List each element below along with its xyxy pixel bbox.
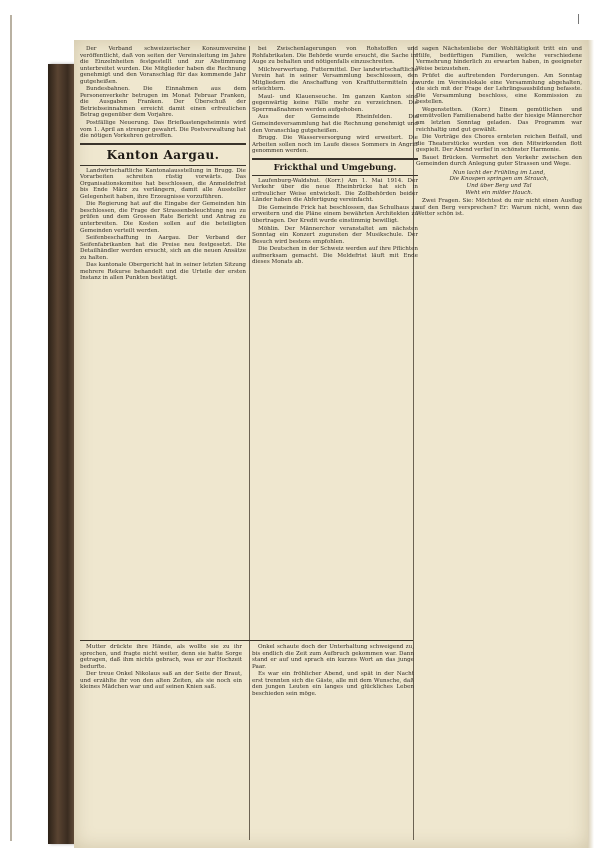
feuilleton-column-2 (252, 644, 414, 844)
story-paragraph: Mutter drückte ihre Hände, als wollte sie zu ihr sprechen, und fragte nicht weiter, denn sie hatte Sorge getragen, daß ihm nichts gebrach, was er zur Hochzeit bedurfte. (80, 644, 242, 670)
column-divider (249, 46, 250, 840)
article-paragraph: Möhlin. Der Männerchor veranstaltet am nächsten Sonntag ein Konzert zugunsten der Musikschule. Der Besuch wird bestens empfohlen. (252, 225, 418, 245)
article-paragraph: Landwirtschaftliche Kantonalausstellung in Brugg. Die Vorarbeiten schreiten rüstig vorwärts. Das Organisationskomitee hat beschlossen, die Anmeldefrist bis Ende März zu verlängern, damit alle Aussteller Gelegenheit haben, ihre Erzeugnisse vorzuführen. (80, 167, 246, 200)
article-paragraph: Prüfet die auftretenden Forderungen. Am Sonntag wurde im Vereinslokale eine Versammlung abgehalten, die sich mit der Frage der Lehrlingsausbildung befasste. Die Versammlung beschloss, eine Kommission zu bestellen. (416, 73, 582, 106)
article-paragraph: Der Verband schweizerischer Konsumvereine veröffentlicht, daß von seiten der Vereinsleitung im Jahre die Einzelnheiten festgestellt und zur Abstimmung unterbreitet wurden. Die Mitglieder haben die Rechnung genehmigt und den Voranschlag für das kommende Jahr gutgeheißen. (80, 46, 246, 85)
article-paragraph: Brugg. Die Wasserversorgung wird erweitert. Die Arbeiten sollen noch im Laufe dieses Sommers in Angriff genommen werden. (252, 135, 418, 155)
article-paragraph: Wegenstetten. (Korr.) Einem gemütlichen und gemütvollen Familienabend hatte der hiesige Männerchor am letzten Sonntag geladen. Das Programm war reichhaltig und gut gewählt. (416, 106, 582, 133)
poem-line: Weht ein milder Hauch. (465, 189, 533, 196)
article-paragraph: bei Zwischenlagerungen von Rohstoffen und Rohfabrikaten. Die Behörde wurde ersucht, die Sache im Auge zu behalten und nötigenfalls einzuschreiten. (252, 46, 418, 66)
newspaper-page (74, 40, 588, 848)
article-paragraph: Aus der Gemeinde Rheinfelden. Die Gemeindeversammlung hat die Rechnung genehmigt und den Voranschlag gutgeheißen. (252, 114, 418, 134)
scan-border (10, 15, 12, 841)
story-paragraph: Der treue Onkel Nikolaus saß an der Seite der Braut, und erzählte ihr von den alten Zeiten, als sie noch ein kleines Mädchen war und auf seinen Knien saß. (80, 671, 242, 691)
poem (416, 170, 582, 196)
section-heading-frickthal: Frickthal und Umgebung. (273, 162, 397, 173)
article-paragraph: Milchverwertung. Futtermittel. Der landwirtschaftliche Verein hat in seiner Versammlung beschlossen, den Mitgliedern die Anschaffung von Kraftfuttermitteln zu erleichtern. (252, 66, 418, 93)
column-3 (416, 46, 582, 846)
section-rule (80, 143, 246, 145)
crop-mark (578, 14, 579, 24)
article-paragraph: Postfällige Neuerung. Das Briefkastengeheimnis wird vom 1. April an strenger gewahrt. Die Postverwaltung hat die nötigen Vorkehren getroffen. (80, 120, 246, 140)
poem-line: Und über Berg und Tal (466, 183, 532, 190)
section-rule (80, 165, 246, 166)
article-paragraph: Die Deutschen in der Schweiz werden auf ihre Pflichten aufmerksam gemacht. Die Meldefrist läuft mit Ende dieses Monats ab. (252, 246, 418, 266)
poem-line: Nun lacht der Frühling im Land, (452, 169, 546, 176)
article-paragraph: Die Vorträge des Chores ernteten reichen Beifall, und die Theaterstücke wurden von den Mitwirkenden flott gespielt. Der Abend verlief in schönster Harmonie. (416, 134, 582, 154)
article-paragraph: Seifenbeschaffung in Aargau. Der Verband der Seifenfabrikanten hat die Preise neu festgesetzt. Die Detailhändler werden ersucht, sich an die neuen Ansätze zu halten. (80, 235, 246, 261)
article-paragraph: Laufenburg-Waldshut. (Korr.) Am 1. Mai 1914. Der Verkehr über die neue Rheinbrücke hat sich in erfreulicher Weise entwickelt. Die Zollbehörden beider Länder haben die Abfertigung vereinfacht. (252, 177, 418, 204)
story-paragraph: Es war ein fröhlicher Abend, und spät in der Nacht erst trennten sich die Gäste, alle mit dem Wunsche, daß den jungen Leuten ein langes und glückliches Leben beschieden sein möge. (252, 671, 414, 697)
page-edge (588, 40, 594, 848)
poem-line: Die Knospen springen am Strauch, (449, 176, 549, 183)
article-paragraph: sagen Nächstenliebe der Wohltätigkeit tritt ein und Hilfe, bedürftigen Familien, welche verschiedene Vermehrung hinderlich zu erwarten haben, in geeigneter Weise beizustehen. (416, 46, 582, 72)
section-heading-kanton-aargau: Kanton Aargau. (106, 147, 220, 162)
article-paragraph: Zwei Fragen. Sie: Möchtest du mir nicht einen Ausflug auf den Berg versprechen? Er: Warum nicht, wenn das Wetter schön ist. (416, 198, 582, 218)
feuilleton-rule (80, 640, 413, 641)
article-paragraph: Bundesbahnen. Die Einnahmen aus dem Personenverkehr betrugen im Monat Februar Franken, die Ausgaben Franken. Der Überschuß der Betriebseinnahmen erreicht damit einen erfreulichen Betrag gegenüber dem Vorjahre. (80, 86, 246, 119)
article-paragraph: Das kantonale Obergericht hat in seiner letzten Sitzung mehrere Rekurse behandelt und die Urteile der ersten Instanz in allen Punkten bestätigt. (80, 262, 246, 282)
section-rule (252, 158, 418, 160)
section-rule (252, 175, 418, 176)
article-paragraph: Bauet Brücken. Vermehrt den Verkehr zwischen den Gemeinden durch Anlegung guter Strassen und Wege. (416, 154, 582, 168)
article-paragraph: Die Regierung hat auf die Eingabe der Gemeinden hin beschlossen, die Frage der Strassenbeleuchtung neu zu prüfen und dem Grossen Rate Bericht und Antrag zu unterbreiten. Die Kosten sollen auf die beteiligten Gemeinden verteilt werden. (80, 201, 246, 234)
book-binding (48, 64, 76, 844)
story-paragraph: Onkel schaute doch der Unterhaltung schweigend zu, bis endlich die Zeit zum Aufbruch gekommen war. Dann stand er auf und sprach ein kurzes Wort an das junge Paar. (252, 644, 414, 670)
article-paragraph: Die Gemeinde Frick hat beschlossen, das Schulhaus zu erweitern und die Pläne einem bewährten Architekten zu übertragen. Der Kredit wurde einstimmig bewilligt. (252, 204, 418, 225)
feuilleton-column-1 (80, 644, 242, 844)
article-paragraph: Maul- und Klauenseuche. Im ganzen Kanton sind gegenwärtig keine Fälle mehr zu verzeichnen. Die Sperrmaßnahmen werden aufgehoben. (252, 93, 418, 113)
